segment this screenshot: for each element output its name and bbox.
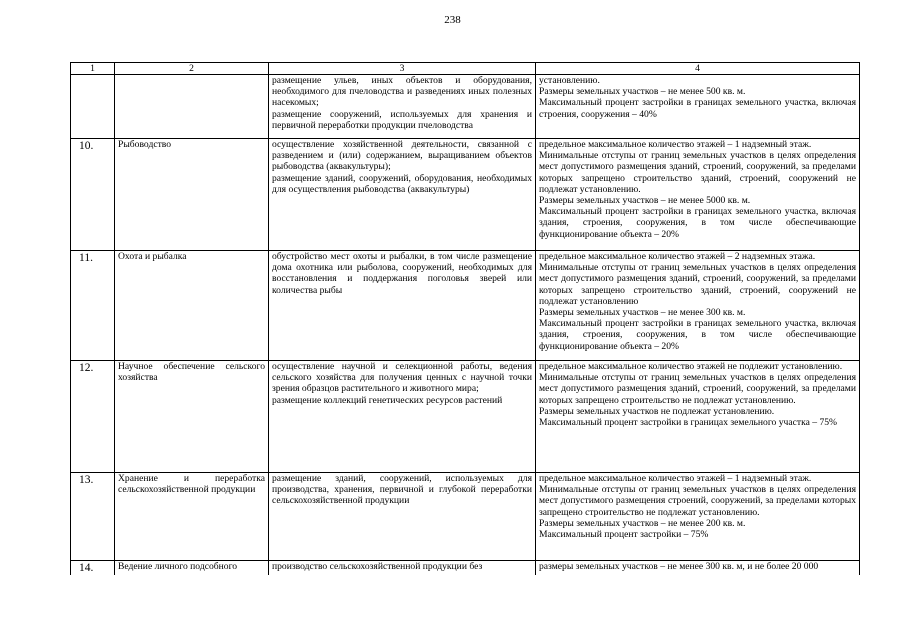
parameter-paragraph: Минимальные отступы от границ земельных участков в целях определения мест допустимого размещения зданий, строений, сооружений, за пределами которых запрещено строительство зданий, строений, сооружений не подлежат установлению. <box>539 150 856 195</box>
table-row <box>71 75 860 139</box>
column-header-4: 4 <box>536 63 860 75</box>
table-row <box>71 561 860 576</box>
use-name: Хранение и переработка сельскохозяйственной продукции <box>115 473 269 561</box>
table-row <box>71 473 860 561</box>
column-header-1: 1 <box>71 63 115 75</box>
description-paragraph: размещение сооружений, используемых для хранения и первичной переработки продукции пчеловодства <box>272 108 532 131</box>
parameter-paragraph: предельное максимальное количество этажей – 1 надземный этаж. <box>539 473 812 484</box>
use-parameters <box>536 75 860 139</box>
parameter-paragraph: Максимальный процент застройки в границах земельного участка, включая здания, строения, сооружения, в том числе обеспечивающие функционирование объекта – 20% <box>539 318 856 352</box>
description-paragraph: размещение коллекций генетических ресурсов растений <box>272 394 503 406</box>
use-description <box>269 75 536 139</box>
description-paragraph: производство сельскохозяйственной продукции без <box>272 561 483 572</box>
parameter-paragraph: Размеры земельных участков – не менее 300 кв. м. <box>539 307 746 319</box>
column-header-2: 2 <box>115 63 269 75</box>
use-parameters <box>536 139 860 251</box>
parameter-paragraph: Максимальный процент застройки в границах земельного участка – 75% <box>539 417 838 429</box>
parameter-paragraph: Минимальные отступы от границ земельных участков в целях определения мест допустимого размещения зданий, строений, сооружений, за пределами которых запрещено строительство не подлежат установлению. <box>539 372 856 406</box>
page-number: 238 <box>444 14 461 26</box>
use-description <box>269 361 536 473</box>
description-paragraph: размещение зданий, сооружений, оборудования, необходимых для осуществления рыбоводства (аквакультуры) <box>272 172 532 195</box>
use-name: Рыбоводство <box>115 139 269 251</box>
use-description <box>269 251 536 361</box>
parameter-paragraph: предельное максимальное количество этажей – 2 надземных этажа. <box>539 251 816 262</box>
parameter-paragraph: Максимальный процент застройки в границах земельного участка, включая здания, строения, сооружения, в том числе обеспечивающие функционирование объекта – 20% <box>539 206 856 240</box>
column-header-3: 3 <box>269 63 536 75</box>
header-row <box>71 63 860 75</box>
parameter-paragraph: Размеры земельных участков – не менее 5000 кв. м. <box>539 195 751 207</box>
row-number: 12. <box>71 361 115 473</box>
table-row <box>71 251 860 361</box>
row-number <box>71 75 115 139</box>
parameter-paragraph: Размеры земельных участков – не менее 200 кв. м. <box>539 517 746 529</box>
use-parameters <box>536 251 860 361</box>
parameter-paragraph: Размеры земельных участков не подлежат установлению. <box>539 405 775 417</box>
description-paragraph: осуществление хозяйственной деятельности, связанной с разведением и (или) содержанием, выращиванием объектов рыбоводства (аквакультуры); <box>272 139 532 173</box>
use-name <box>115 75 269 139</box>
use-description <box>269 561 536 576</box>
parameter-paragraph: предельное максимальное количество этажей – 1 надземный этаж. <box>539 139 812 150</box>
description-paragraph: обустройство мест охоты и рыбалки, в том числе размещение дома охотника или рыболова, сооружений, необходимых для восстановления и поддержания поголовья зверей или количества рыбы <box>272 251 532 296</box>
parameter-paragraph: Максимальный процент застройки – 75% <box>539 529 709 541</box>
use-parameters <box>536 473 860 561</box>
description-paragraph: осуществление научной и селекционной работы, ведения сельского хозяйства для получения ценных с научной точки зрения образцов растительного и животного мира; <box>272 361 532 395</box>
use-parameters <box>536 361 860 473</box>
use-description <box>269 139 536 251</box>
parameter-paragraph: предельное максимальное количество этажей не подлежит установлению. <box>539 361 843 372</box>
row-number: 13. <box>71 473 115 561</box>
use-description <box>269 473 536 561</box>
use-name: Научное обеспечение сельского хозяйства <box>115 361 269 473</box>
use-parameters <box>536 561 860 576</box>
description-paragraph: размещение ульев, иных объектов и оборудования, необходимого для пчеловодства и разведениях иных полезных насекомых; <box>272 75 532 109</box>
use-name: Ведение личного подсобного <box>115 561 269 576</box>
parameter-paragraph: установлению. <box>539 75 600 86</box>
table-row <box>71 361 860 473</box>
row-number: 10. <box>71 139 115 251</box>
use-name: Охота и рыбалка <box>115 251 269 361</box>
land-use-table <box>70 62 860 575</box>
description-paragraph: размещение зданий, сооружений, используемых для производства, хранения, первичной и глубокой переработки сельскохозяйственной продукции <box>272 473 532 507</box>
parameter-paragraph: Минимальные отступы от границ земельных участков в целях определения мест допустимого размещения строений, сооружений, за пределами которых запрещено строительство не подлежат установлению. <box>539 484 856 518</box>
parameter-paragraph: Максимальный процент застройки в границах земельного участка, включая строения, сооружения – 40% <box>539 97 856 120</box>
table-row <box>71 139 860 251</box>
parameter-paragraph: размеры земельных участков – не менее 300 кв. м, и не более 20 000 <box>539 561 819 572</box>
parameter-paragraph: Минимальные отступы от границ земельных участков в целях определения мест допустимого размещения зданий, строений, сооружений, за пределами которых запрещено строительство зданий, строений, сооружений не подлежат установлению <box>539 262 856 307</box>
row-number: 14. <box>71 561 115 576</box>
parameter-paragraph: Размеры земельных участков – не менее 500 кв. м. <box>539 86 746 98</box>
row-number: 11. <box>71 251 115 361</box>
